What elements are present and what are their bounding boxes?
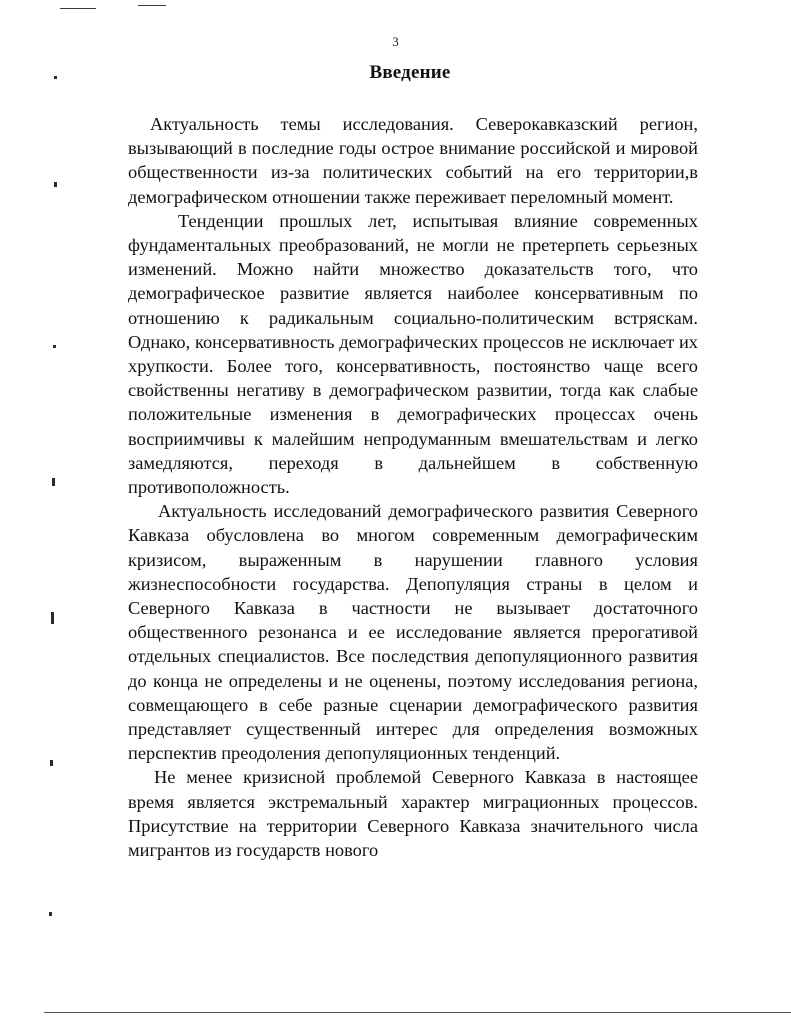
margin-mark (49, 912, 52, 916)
margin-mark (50, 760, 53, 766)
document-body (128, 112, 698, 862)
paragraph-relevance: Актуальность темы исследования. Северокавказский регион, вызывающий в последние годы острое внимание российской и мировой общественности из-за политических событий на его территории,в демографическом отношении также переживает переломный момент. (128, 114, 698, 207)
paragraph-migration: Не менее кризисной проблемой Северного Кавказа в настоящее время является экстремальный характер миграционных процессов. Присутствие на территории Северного Кавказа значительного числа мигрантов из государств нового (128, 767, 698, 861)
page-number: 3 (392, 34, 399, 49)
margin-mark (54, 182, 57, 187)
margin-mark (51, 612, 54, 624)
bottom-scan-line (44, 1012, 791, 1013)
top-scan-line-left (60, 8, 96, 9)
top-scan-line-right (138, 5, 166, 6)
paragraph-research-relevance: Актуальность исследований демографического развития Северного Кавказа обусловлена во многом современным демографическим кризисом, выраженным в нарушении главного условия жизнеспособности государства. Депопуляция страны в целом и Северного Кавказа в частности не вызывает достаточного общественного резонанса и ее исследование является прерогативой отдельных специалистов. Все последствия депопуляционного развития до конца не определены и не оценены, поэтому исследования региона, совмещающего в себе разные сценарии демографического развития представляет существенный интерес для определения возможных перспектив преодоления депопуляционных тенденций. (128, 501, 698, 764)
margin-mark (52, 478, 55, 486)
paragraph-trends: Тенденции прошлых лет, испытывая влияние современных фундаментальных преобразований, не могли не претерпеть серьезных изменений. Можно найти множество доказательств того, что демографическое развитие является наиболее консервативным по отношению к радикальным социально-политическим встряскам. Однако, консервативность демографических процессов не исключает их хрупкости. Более того, консервативность, постоянство чаще всего свойственны негативу в демографическом развитии, тогда как слабые положительные изменения в демографических процессах очень восприимчивы к малейшим непродуманным вмешательствам и легко замедляются, переходя в дальнейшем в собственную противоположность. (128, 210, 698, 498)
page-title: Введение (369, 62, 451, 83)
margin-mark (53, 345, 56, 348)
